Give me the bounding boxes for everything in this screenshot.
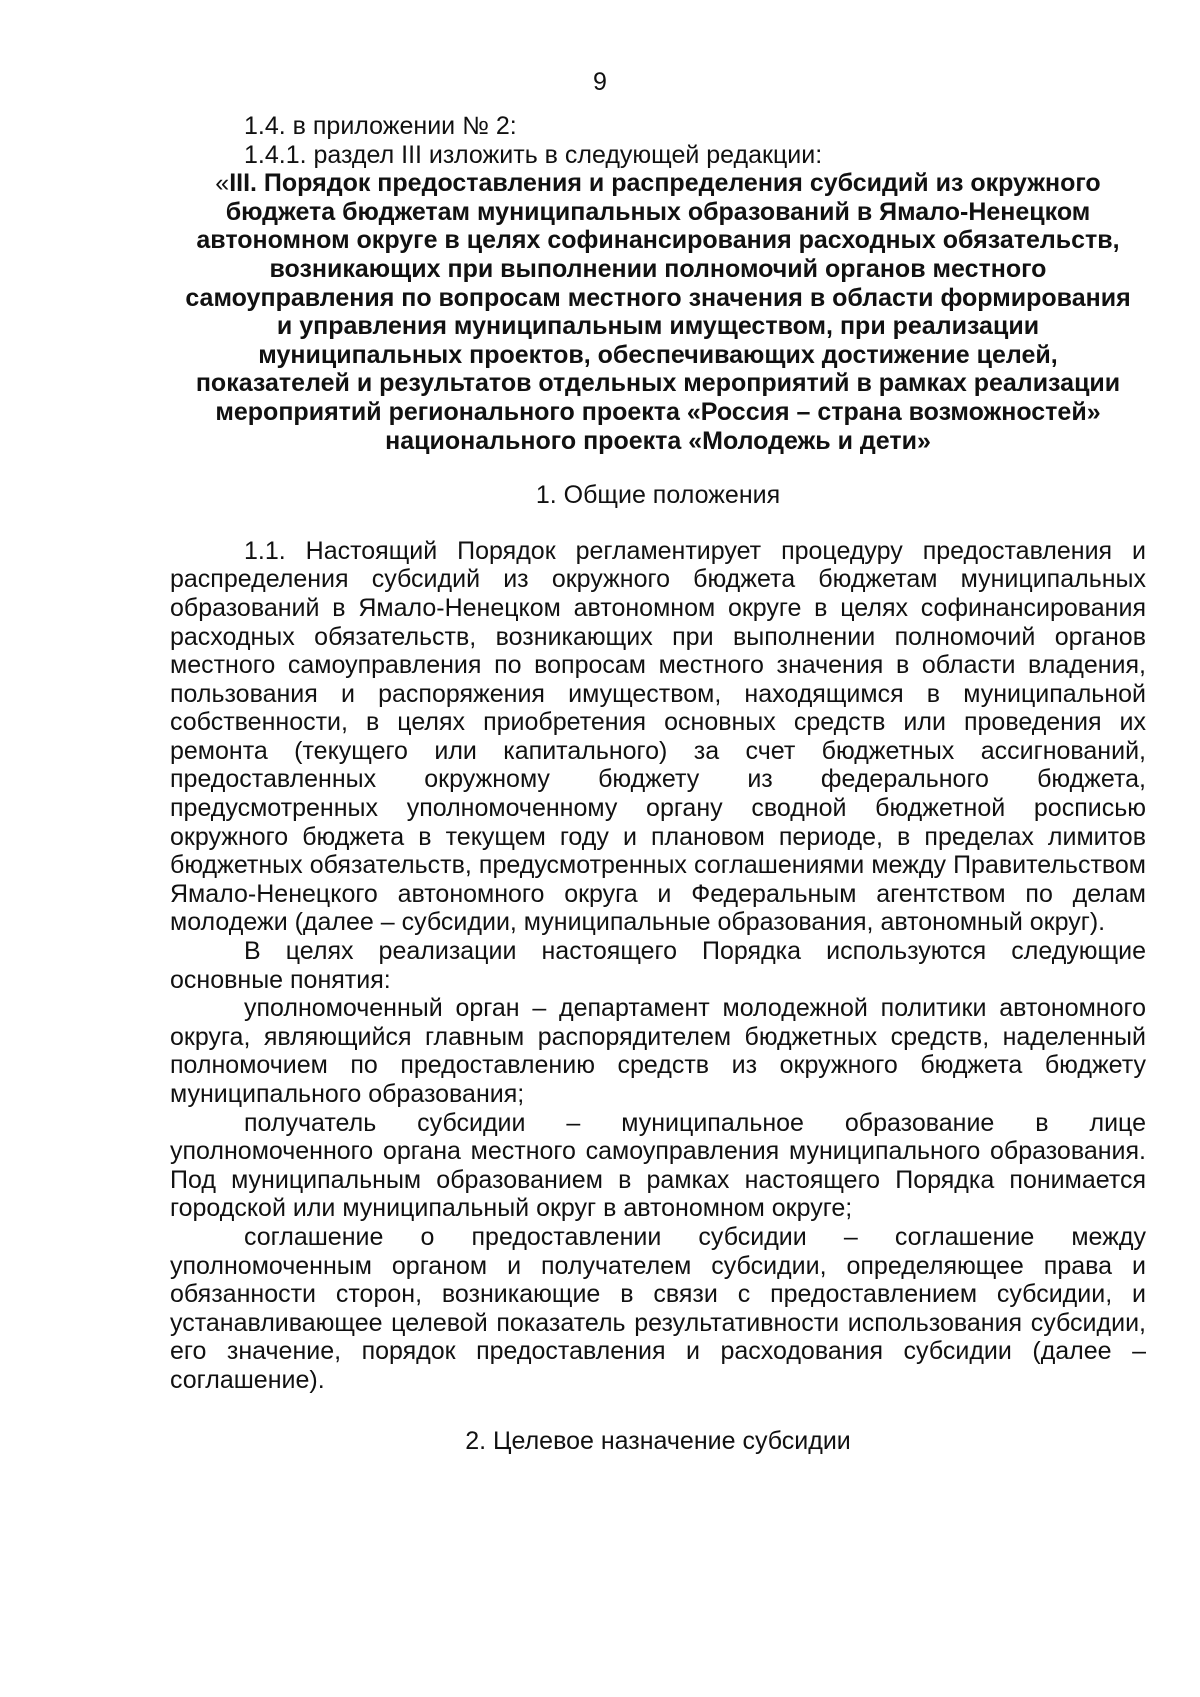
paragraph-1-1: 1.1. Настоящий Порядок регламентирует процедуру предоставления и распределения субсидий из окружного бюджета бюджетам муниципальных образований в Ямало-Ненецком автономном округе в целях софинансирования расходных обязательств, возникающих при выполнении полномочий органов местного самоуправления по вопросам местного значения в области владения, пользования и распоряжения имуществом, находящимся в муниципальной собственности, в целях приобретения основных средств или проведения их ремонта (текущего или капитального) за счет бюджетных ассигнований, предоставленных окружному бюджету из федерального бюджета, предусмотренных уполномоченному органу сводной бюджетной росписью окружного бюджета в текущем году и плановом периоде, в пределах лимитов бюджетных обязательств, предусмотренных соглашениями между Правительством Ямало-Ненецкого автономного округа и Федеральным агентством по делам молодежи (далее – субсидии, муниципальные образования, автономный округ). [170, 536, 1146, 937]
paragraph-definition-authorized-body: уполномоченный орган – департамент молодежной политики автономного округа, являющийся главным распорядителем бюджетных средств, наделенный полномочием по предоставлению средств из окружного бюджета бюджету муниципального образования; [170, 994, 1146, 1108]
amendment-line-section: 1.4.1. раздел III изложить в следующей редакции: [244, 140, 823, 169]
subsidy-purpose-heading: 2. Целевое назначение субсидии [465, 1426, 851, 1455]
paragraph-definition-agreement: соглашение о предоставлении субсидии – соглашение между уполномоченным органом и получателем субсидии, определяющее права и обязанности сторон, возникающие в связи с предоставлением субсидии, и устанавливающее целевой показатель результативности использования субсидии, его значение, порядок предоставления и расходования субсидии (далее – соглашение). [170, 1222, 1146, 1394]
general-provisions-heading: 1. Общие положения [535, 481, 781, 510]
amendment-line-appendix: 1.4. в приложении № 2: [244, 112, 517, 140]
section-title [170, 169, 1146, 455]
document-body [170, 112, 1146, 1455]
section-title-open-quote: « [215, 169, 230, 198]
section-title-text: III. Порядок предоставления и распределения субсидий из окружного бюджета бюджетам муниципальных образований в Ямало-Ненецком автономном округе в целях софинансирования расходных обязательств, возникающих при выполнении полномочий органов местного самоуправления по вопросам местного значения в области формирования и управления муниципальным имуществом, при реализации муниципальных проектов, обеспечивающих достижение целей, показателей и результатов отдельных мероприятий в рамках реализации мероприятий регионального проекта «Россия – страна возможностей» национального проекта «Молодежь и дети» [185, 169, 1131, 455]
page-number: 9 [593, 68, 607, 96]
paragraph-definitions-intro: В целях реализации настоящего Порядка используются следующие основные понятия: [170, 937, 1146, 994]
paragraph-definition-recipient: получатель субсидии – муниципальное образование в лице уполномоченного органа местного самоуправления муниципального образования. Под муниципальным образованием в рамках настоящего Порядка понимается городской или муниципальный округ в автономном округе; [170, 1108, 1146, 1223]
